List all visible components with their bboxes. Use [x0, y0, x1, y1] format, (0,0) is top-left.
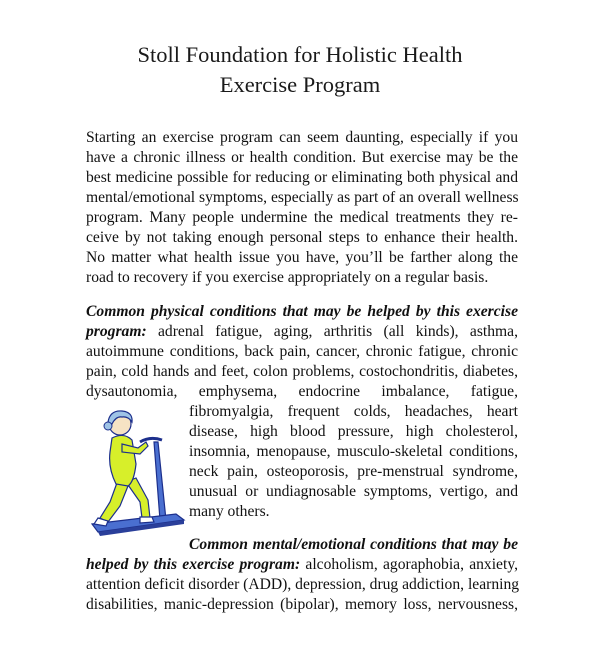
physical-heading: Common physical conditions that may be helped by this exercise	[86, 303, 518, 320]
figure-front-shoe	[140, 517, 154, 523]
intro-line: Starting an exercise program can seem daunting, especially if you	[86, 129, 518, 146]
intro-line: ceive by not taking enough personal steps to enhance their health.	[86, 229, 518, 246]
mental-heading: Common mental/emotional conditions that may be	[189, 536, 518, 553]
treadmill-walker-icon	[88, 402, 188, 542]
mental-heading-end: helped by this exercise program:	[86, 556, 301, 573]
physical-line: autoimmune conditions, back pain, cancer, chronic fatigue, chronic	[86, 343, 518, 360]
mental-line: disabilities, manic-depression (bipolar), memory loss, nervousness,	[86, 596, 518, 613]
physical-line: fibromyalgia, frequent colds, headaches, heart	[189, 403, 518, 420]
mental-line-rest: alcoholism, agoraphobia, anxiety,	[300, 556, 518, 573]
figure-torso	[110, 435, 136, 486]
treadmill-post	[154, 442, 166, 520]
physical-line: dysautonomia, emphysema, endocrine imbalance, fatigue,	[86, 383, 518, 400]
intro-line: program. Many people undermine the medical treatments they re-	[86, 209, 518, 226]
physical-line: many others.	[189, 503, 270, 520]
physical-line-rest: adrenal fatigue, aging, arthritis (all kinds), asthma,	[146, 323, 518, 340]
physical-line: insomnia, menopause, musculo-skeletal conditions,	[189, 443, 518, 460]
figure-hair-curl	[104, 422, 112, 430]
document-title-line1: Stoll Foundation for Holistic Health	[137, 42, 463, 67]
mental-line: attention deficit disorder (ADD), depression, drug addiction, learning	[86, 576, 520, 593]
intro-line: best medicine possible for reducing or eliminating both physical and	[86, 169, 518, 186]
treadmill-handle	[140, 438, 162, 442]
physical-heading-end: program:	[86, 323, 147, 340]
physical-line: neck pain, osteoporosis, pre-menstrual syndrome,	[189, 463, 518, 480]
physical-line: pain, cold hands and feet, colon problems, costochondritis, diabetes,	[86, 363, 518, 380]
intro-line: No matter what health issue you have, you’ll be farther along the	[86, 249, 518, 266]
mental-line	[86, 555, 518, 575]
physical-line: disease, high blood pressure, high cholesterol,	[189, 423, 518, 440]
physical-line	[86, 322, 518, 342]
intro-line: road to recovery if you exercise appropriately on a regular basis.	[86, 269, 489, 286]
figure-back-leg	[100, 480, 128, 522]
intro-line: mental/emotional symptoms, especially as part of an overall wellness	[86, 189, 519, 206]
document-title-line2: Exercise Program	[219, 72, 381, 97]
intro-line: have a chronic illness or health condition. But exercise may be the	[86, 149, 518, 166]
physical-line: unusual or undiagnosable symptoms, vertigo, and	[189, 483, 518, 500]
